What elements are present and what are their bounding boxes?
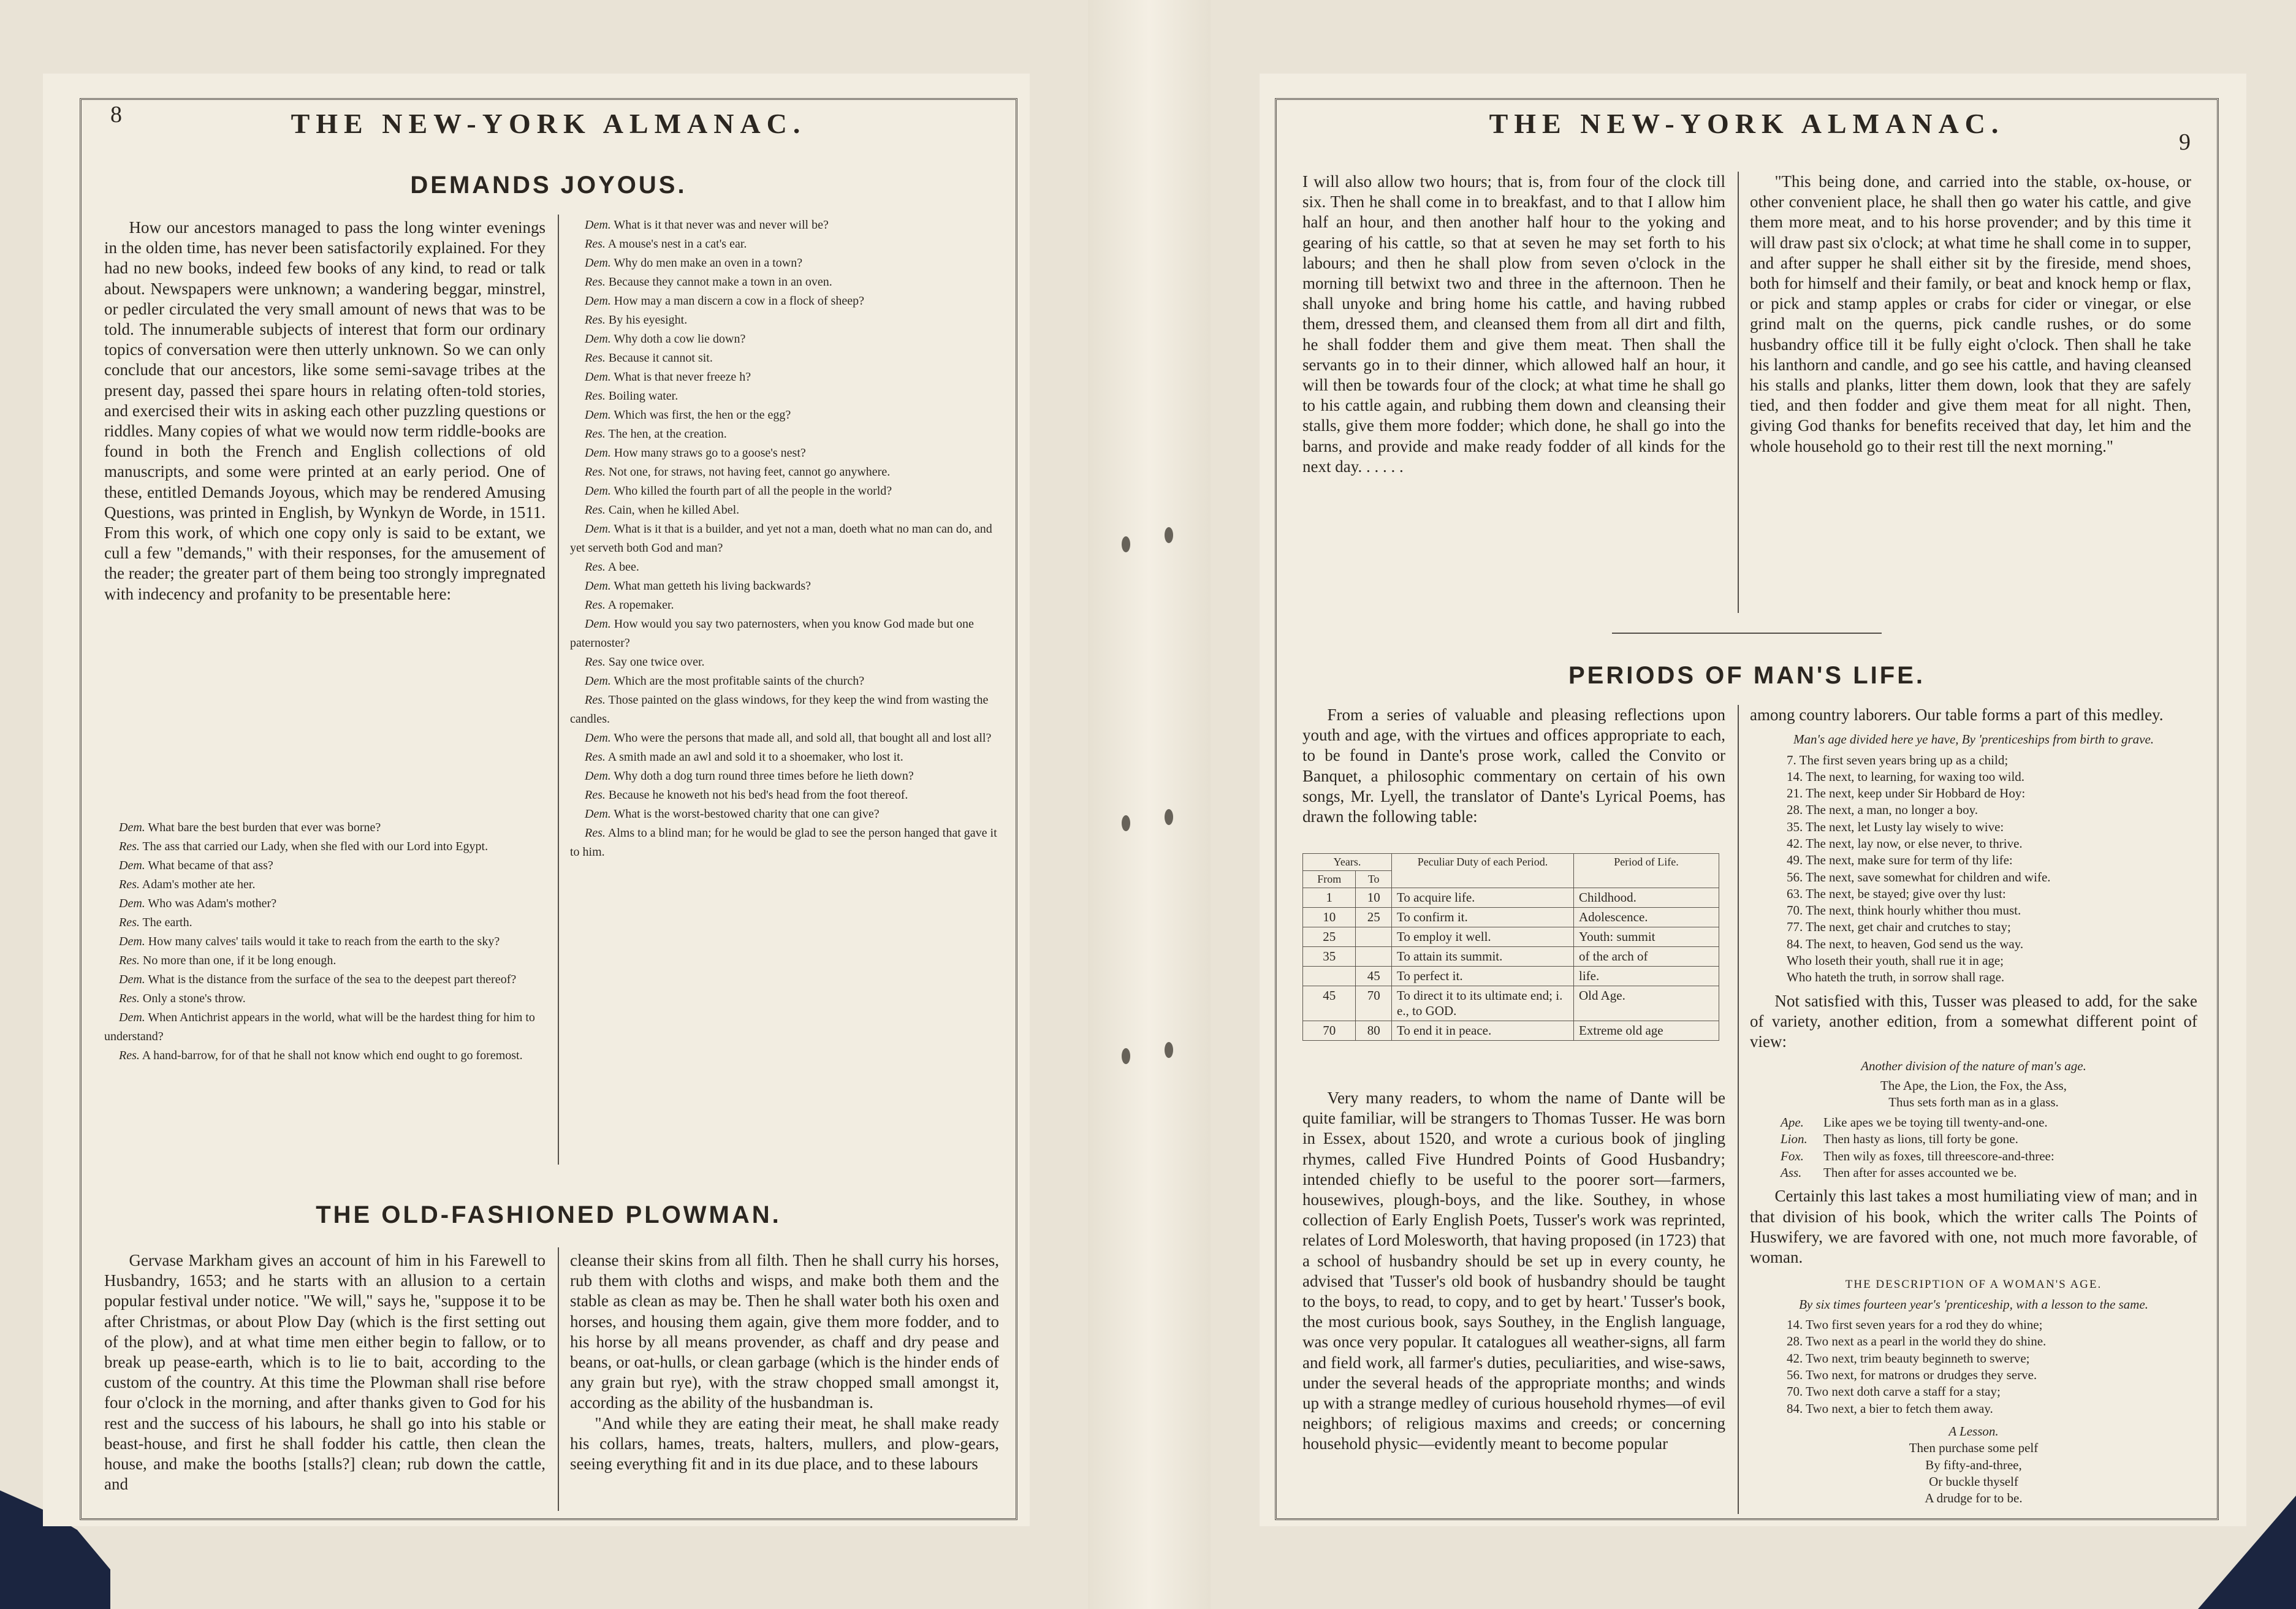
qa-entry [570,482,999,501]
qa-entry [570,349,999,368]
qa-label: Dem. [585,807,611,821]
woman-verses-list [1750,1317,2197,1417]
plowman-col1-text: Gervase Markham gives an account of him in his Farewell to Husbandry, 1653; and he starts with an allusion to a certain popular festival under notice. "We will," says he, "suppose it to be after Christmas, or about Plow Day (which is the first setting out of the plow), and at what time men either begin to fallow, or to break up pease-earth, which is to lie to bait, according to the custom of the country. At this time the Plowman shall rise before four o'clock in the morning, and after thanks given to God for his rest and the success of his labours, he shall go into his stable or beast-house, and first he shall fodder his cattle, then clean the house, and make the booths [stalls?] clean; rub down the cattle, and [104,1251,545,1494]
stitch-hole [1165,1042,1173,1058]
header-duty: Peculiar Duty of each Period. [1392,854,1574,888]
woman-subtitle: By six times fourteen year's 'prenticeship, with a lesson to the same. [1799,1296,2148,1312]
verse-line: 77. The next, get chair and crutches to stay; [1787,919,2011,935]
qa-entry [570,786,999,805]
qa-text: Who were the persons that made all, and sold all, that bought all and lost all? [614,731,992,745]
lesson-title: A Lesson. [1948,1423,1999,1439]
verse-line: 28. The next, a man, no longer a boy. [1787,802,1979,818]
header-from: From [1303,871,1356,888]
cell-period: life. [1574,967,1719,986]
demands-title: DEMANDS JOYOUS. [410,172,687,199]
qa-label: Dem. [119,935,145,948]
periods-table [1302,853,1719,1041]
qa-label: Res. [585,598,606,612]
animal-label: Lion. [1781,1132,1808,1147]
qa-text: Alms to a blind man; for he would be glad to see the person hanged that gave it to him. [570,826,997,859]
qa-label: Dem. [585,769,611,783]
cell-to [1356,927,1392,947]
cell-from: 70 [1303,1021,1356,1041]
another-intro-1: The Ape, the Lion, the Fox, the Ass, [1880,1078,2067,1093]
gutter [1088,0,1211,1609]
qa-label: Dem. [585,370,611,384]
qa-entry [570,235,999,254]
qa-text: A hand-barrow, for of that he shall not know which end ought to go foremost. [142,1049,523,1062]
qa-text: A bee. [607,560,639,574]
demands-intro-text: How our ancestors managed to pass the long winter evenings in the olden time, has never been satisfactorily explained. For they had no new books, indeed few books of any kind, to read or talk about. Newspapers were unknown; a wandering beggar, minstrel, or pedler circulated the very small amount of news that was to be told. The innumerable subjects of interest that form our ordinary topics of conversation were then utterly unknown. So we can only conclude that our ancestors, like some semi-savage tribes at the present day, passed thei spare hours in relating often-told stories, and exercised their wits in asking each other puzzling questions or riddles. Many copies of what we would now term riddle-books are found in both the French and English collections of old manuscripts, and some were printed at an early period. One of these, entitled Demands Joyous, which may be rendered Amusing Questions, was printed in English, by Wynkyn de Worde, in 1511. From this work, of which one copy only is said to be extant, we cull a few "demands," with their responses, for the amusement of the reader; the greater part of them being too strongly impregnated with indecency and profanity to be presentable here: [104,218,545,603]
qa-label: Res. [119,840,140,853]
qa-text: What man getteth his living backwards? [614,579,811,593]
qa-text: Those painted on the glass windows, for they keep the wind from wasting the candles. [570,693,989,726]
qa-label: Dem. [585,408,611,422]
qa-text: Who was Adam's mother? [148,897,277,910]
qa-text: The earth. [142,916,192,929]
page-number: 9 [2179,129,2191,155]
col2-intro-text: among country laborers. Our table forms a part of this medley. [1750,706,2164,724]
table-row [1303,908,1719,927]
cell-period: Adolescence. [1574,908,1719,927]
qa-text: How may a man discern a cow in a flock of sheep? [614,294,864,308]
verse-line: 21. The next, keep under Sir Hobbard de Hoy: [1787,786,2026,801]
column-rule [1738,172,1739,613]
qa-label: Res. [585,560,606,574]
cell-duty: To confirm it. [1392,908,1574,927]
qa-text: How many calves' tails would it take to reach from the earth to the sky? [148,935,500,948]
qa-text: What became of that ass? [148,859,273,872]
cell-duty: To direct it to its ultimate end; i. e., to GOD. [1392,986,1574,1021]
qa-label: Dem. [119,859,145,872]
plowman-col2a-text: cleanse their skins from all filth. Then he shall curry his horses, rub them with cloths and wisps, and make both them and the stable as clean as may be. Then he shall water both his oxen and horses, and housing them again, give them more fodder, and to his horse by all means provender, as chaff and dry pease and beans, or oat-hulls, or clean garbage (which is the hinder ends of any grain but rye), with the straw chopped small amongst it, according as the ability of the husbandman is. [570,1251,999,1412]
cell-from: 10 [1303,908,1356,927]
table-row [1303,927,1719,947]
qa-text: A mouse's nest in a cat's ear. [607,237,747,251]
qa-text: Who killed the fourth part of all the people in the world? [614,484,892,498]
verse-line: 7. The first seven years bring up as a child; [1787,752,2009,767]
verse-line: 49. The next, make sure for term of thy life: [1787,853,2013,868]
animal-label: Ape. [1781,1115,1804,1130]
qa-text: Adam's mother ate her. [142,878,256,891]
qa-label: Res. [119,954,140,967]
qa-label: Dem. [119,821,145,834]
qa-entry [570,406,999,425]
lesson-line: Then purchase some pelf [1909,1440,2039,1456]
qa-entry [570,615,999,653]
header-period: Period of Life. [1574,854,1719,888]
qa-entry [570,444,999,463]
qa-entry [570,748,999,767]
header-years: Years. [1303,854,1392,871]
table-row [1303,888,1719,908]
verse-line: 63. The next, be stayed; give over thy lust: [1787,886,2006,901]
verse-line: 70. The next, think hourly whither thou must. [1787,903,2021,918]
qa-text: What is it that never was and never will be? [614,218,829,232]
column-rule [558,1247,559,1511]
plowman-cont-col2-text: "This being done, and carried into the stable, ox-house, or other convenient place, he shall then go water his cattle, and give them more meat, and to his horse provender; and by this time it will draw past six o'clock; at what time he shall come in to supper, and after supper he shall either sit by the fireside, mend shoes, both for himself and their family, or beat and knock hemp or flax, or pick and stamp apples or crabs for cider or vinegar, or else grind malt on the querns, pick candle rushes, or do some husbandry office till it be fully eight o'clock. Then shall he take his lanthorn and candle, and go see his cattle, and having cleansed his stalls and planks, litter them down, look that they are safely tied, and then fodder and give them meat for all night. Then, giving God thanks for benefits received that day, let him and the whole household go to their rest till the next morning." [1750,172,2191,455]
qa-entry [104,894,545,913]
qa-entry [570,596,999,615]
animal-text: Then hasty as lions, till forty be gone. [1823,1132,2018,1147]
table-row [1303,947,1719,967]
qa-entry [570,330,999,349]
tusser-text [1302,1088,1725,1517]
qa-text: What is that never freeze h? [614,370,751,384]
table-row [1303,1021,1719,1041]
lesson-lines [1750,1440,2197,1507]
demands-intro [104,218,545,812]
qa-entry [570,691,999,729]
animal-line [1781,1148,2197,1165]
qa-label: Dem. [585,522,611,536]
qa-label: Res. [119,992,140,1005]
qa-label: Res. [119,1049,140,1062]
verse-line: 42. The next, lay now, or else never, to thrive. [1787,835,2023,851]
woman-verse-line: 42. Two next, trim beauty beginneth to swerve; [1787,1350,2030,1366]
animal-text: Like apes we be toying till twenty-and-one. [1823,1115,2048,1130]
qa-label: Dem. [585,579,611,593]
cell-to: 45 [1356,967,1392,986]
qa-label: Res. [585,351,606,365]
cell-period: Youth: summit [1574,927,1719,947]
qa-label: Dem. [585,218,611,232]
qa-entry [104,856,545,875]
qa-entry [104,932,545,951]
plowman-col2 [570,1250,999,1508]
certainly [1750,1186,2197,1268]
qa-entry [570,520,999,558]
qa-text: Not one, for straws, not having feet, cannot go anywhere. [608,465,891,479]
qa-label: Dem. [585,446,611,460]
cell-from: 45 [1303,986,1356,1021]
qa-entry [570,672,999,691]
verse-title: Man's age divided here ye have, By 'prenticeships from birth to grave. [1793,732,2154,747]
woman-verse-line: 84. Two next, a bier to fetch them away. [1787,1401,1993,1416]
another-title: Another division of the nature of man's age. [1861,1059,2086,1074]
cell-to: 80 [1356,1021,1392,1041]
cell-duty: To employ it well. [1392,927,1574,947]
cell-to: 10 [1356,888,1392,908]
cell-period: Childhood. [1574,888,1719,908]
qa-label: Dem. [585,617,611,631]
running-head: THE NEW-YORK ALMANAC. [1489,108,2005,139]
table-header-row [1303,854,1719,871]
woman-title: THE DESCRIPTION OF A WOMAN'S AGE. [1845,1278,2102,1291]
qa-entry [104,989,545,1008]
qa-text: Why do men make an oven in a town? [614,256,803,270]
plowman-col1 [104,1250,545,1508]
cell-period: Extreme old age [1574,1021,1719,1041]
qa-text: What is it that is a builder, and yet not a man, doeth what no man can do, and yet serveth both God and man? [570,522,992,555]
animal-line [1781,1114,2197,1131]
stitch-hole [1122,536,1130,552]
demands-qa-right [570,216,999,1172]
cell-from: 1 [1303,888,1356,908]
qa-label: Res. [585,788,606,802]
qa-label: Dem. [585,256,611,270]
cell-from: 25 [1303,927,1356,947]
woman-verse-line: 28. Two next as a pearl in the world they do shine. [1787,1334,2047,1349]
qa-text: Why doth a dog turn round three times before he lieth down? [614,769,914,783]
qa-entry [104,818,545,837]
cell-from [1303,967,1356,986]
plowman-title: THE OLD-FASHIONED PLOWMAN. [316,1201,781,1228]
woman-verse-line: 70. Two next doth carve a staff for a stay; [1787,1384,2001,1399]
verse-line: 84. The next, to heaven, God send us the way. [1787,936,2024,951]
qa-label: Res. [585,693,606,707]
col2-intro [1750,705,2197,725]
another-intro-2: Thus sets forth man as in a glass. [1888,1094,2059,1109]
qa-entry [570,216,999,235]
qa-entry [570,558,999,577]
qa-label: Dem. [585,332,611,346]
stitch-hole [1122,815,1130,831]
qa-text: How many straws go to a goose's nest? [614,446,806,460]
verse-line: 35. The next, let Lusty lay wisely to wive: [1787,819,2004,834]
qa-text: How would you say two paternosters, when you know God made but one paternoster? [570,617,974,650]
animal-text: Then wily as foxes, till threescore-and-three: [1823,1148,2055,1163]
qa-text: Why doth a cow lie down? [614,332,746,346]
plowman-col2b-text: "And while they are eating their meat, he shall make ready his collars, hames, treats, halters, mullers, and plow-gears, seeing everything fit and in its due place, and to these labours [570,1413,999,1474]
qa-label: Dem. [119,1011,145,1024]
qa-text: A smith made an awl and sold it to a shoemaker, who lost it. [607,750,903,764]
stitch-hole [1165,527,1173,543]
plowman-cont-col1-text: I will also allow two hours; that is, from four of the clock till six. Then he shall come in to breakfast, and to that I allow him half an hour, and then another half hour to the yoking and gearing of his cattle, so that at seven he may set forth to his labours; and then he shall plow from seven o'clock in the morning till betwixt two and three in the afternoon. Then he shall unyoke and bring home his cattle, and having rubbed them, dressed them, and cleansed them from all dirt and filth, he shall fodder them and give them meat. Then shall the servants go in to their dinner, which allowed half an hour, it will then be towards four of the clock; at what time he shall go to his cattle again, and rubbing them down and cleansing their stalls, give them more fodder; which done, he shall go into the barns, and provide and make ready fodder of all kinds for the next day. . . . . . [1302,172,1725,476]
qa-label: Res. [119,916,140,929]
cell-to: 25 [1356,908,1392,927]
lesson-line: By fifty-and-three, [1925,1457,2022,1472]
qa-text: A ropemaker. [607,598,674,612]
qa-entry [104,875,545,894]
qa-text: The ass that carried our Lady, when she fled with our Lord into Egypt. [142,840,488,853]
qa-text: Only a stone's throw. [142,992,246,1005]
verse-line: Who hateth the truth, in sorrow shall rage. [1787,970,2005,985]
qa-entry [570,501,999,520]
periods-intro [1302,705,1725,846]
cell-duty: To acquire life. [1392,888,1574,908]
cell-to [1356,947,1392,967]
cell-from: 35 [1303,947,1356,967]
qa-label: Res. [585,750,606,764]
cell-duty: To end it in peace. [1392,1021,1574,1041]
qa-entry [570,425,999,444]
verse-line: Who loseth their youth, shall rue it in age; [1787,953,2004,968]
lesson-line: Or buckle thyself [1929,1474,2018,1489]
qa-label: Dem. [585,674,611,688]
demands-qa-left [104,818,545,1168]
qa-text: Because it cannot sit. [608,351,713,365]
qa-text: When Antichrist appears in the world, what will be the hardest thing for him to understand? [104,1011,535,1043]
qa-text: The hen, at the creation. [608,427,727,441]
qa-entry [570,463,999,482]
qa-entry [570,767,999,786]
qa-text: Say one twice over. [608,655,705,669]
column-rule [1738,705,1739,1514]
qa-entry [570,577,999,596]
qa-label: Res. [585,427,606,441]
running-head: THE NEW-YORK ALMANAC. [291,108,807,139]
qa-label: Res. [585,237,606,251]
qa-entry [104,970,545,989]
qa-label: Dem. [585,484,611,498]
qa-entry [104,951,545,970]
cell-duty: To attain its summit. [1392,947,1574,967]
qa-text: What is the worst-bestowed charity that one can give? [614,807,880,821]
qa-entry [104,837,545,856]
qa-label: Res. [119,878,140,891]
qa-label: Dem. [119,897,145,910]
qa-entry [104,1046,545,1065]
cell-duty: To perfect it. [1392,967,1574,986]
right-page [1260,74,2246,1526]
periods-title: PERIODS OF MAN'S LIFE. [1568,662,1925,689]
qa-label: Res. [585,465,606,479]
periods-intro-text: From a series of valuable and pleasing reflections upon youth and age, with the virtues and offices appropriate to each, to be found in Dante's prose work, called the Convito or Banquet, a philosophic commentary on certain of his own songs, Mr. Lyell, the translator of Dante's Lyrical Poems, has drawn the following table: [1302,706,1725,826]
qa-entry [570,653,999,672]
verse-line: 14. The next, to learning, for waxing too wild. [1787,769,2025,784]
left-page [43,74,1030,1526]
qa-text: Because they cannot make a town in an oven. [608,275,832,289]
qa-label: Res. [585,313,606,327]
woman-verse-line: 14. Two first seven years for a rod they do whine; [1787,1317,2043,1333]
woman-verse-line: 56. Two next, for matrons or drudges they serve. [1787,1367,2037,1383]
qa-label: Res. [585,275,606,289]
qa-label: Res. [585,503,606,517]
qa-label: Dem. [119,973,145,986]
section-rule [1612,633,1882,634]
page-number: 8 [110,102,122,127]
qa-label: Res. [585,655,606,669]
qa-text: By his eyesight. [608,313,688,327]
periods-right-column [1750,705,2197,1514]
qa-label: Res. [585,389,606,403]
lesson-line: A drudge for to be. [1925,1491,2023,1506]
qa-entry [570,729,999,748]
verse-line: 56. The next, save somewhat for children and wife. [1787,869,2051,884]
table-row [1303,986,1719,1021]
qa-entry [570,387,999,406]
animal-label: Fox. [1781,1148,1804,1163]
animal-text: Then after for asses accounted we be. [1823,1165,2017,1181]
qa-label: Dem. [585,731,611,745]
qa-text: Which are the most profitable saints of the church? [614,674,865,688]
animal-line [1781,1165,2197,1181]
cell-period: of the arch of [1574,947,1719,967]
qa-entry [570,824,999,862]
qa-text: Because he knoweth not his bed's head from the foot thereof. [608,788,908,802]
qa-text: What bare the best burden that ever was borne? [148,821,381,834]
plowman-cont-col2 [1750,172,2191,625]
cell-to: 70 [1356,986,1392,1021]
qa-entry [570,292,999,311]
animals-list [1750,1114,2197,1181]
qa-entry [104,1008,545,1046]
qa-entry [570,254,999,273]
cell-period: Old Age. [1574,986,1719,1021]
qa-text: Which was first, the hen or the egg? [614,408,791,422]
stitch-hole [1122,1048,1130,1064]
qa-label: Res. [585,826,606,840]
qa-entry [570,368,999,387]
qa-entry [570,273,999,292]
qa-text: Boiling water. [608,389,679,403]
stitch-hole [1165,809,1173,825]
animal-label: Ass. [1781,1165,1802,1181]
qa-text: What is the distance from the surface of the sea to the deepest part thereof? [148,973,517,986]
certainly-text: Certainly this last takes a most humiliating view of man; and in that division of his book, which the writer calls The Points of Huswifery, we are favored with one, not much more favorable, of woman. [1750,1187,2197,1266]
plowman-cont-col1 [1302,172,1725,625]
verses-list [1750,752,2197,986]
not-satisfied-text: Not satisfied with this, Tusser was pleased to add, for the sake of variety, another edition, from a somewhat different point of view: [1750,991,2197,1051]
qa-entry [570,805,999,824]
tusser-text-body: Very many readers, to whom the name of Dante will be quite familiar, will be strangers to Thomas Tusser. He was born in Essex, about 1520, and wrote a curious book of jingling rhymes, called Five Hundred Points of Good Husbandry; intended chiefly to be useful to the poorer sort—farmers, housewives, plough-boys, and the like. Southey, in whose collection of Early English Poets, Tusser's work was reprinted, relates of Lord Molesworth, that having proposed (in 1723) that a school of husbandry should be set up in every county, he advised that 'Tusser's old book of husbandry should be taught to the boys, to read, to copy, and to get by heart.' Tusser's book, the most curious book, says Southey, in the English language, was once very popular. It catalogues all weather-signs, all farm and field work, all farmer's duties, peculiarities, and wise-saws, under the several heads of the appropriate months; and winds up with a strange medley of curious household rhymes—of evil neighbors; of religious maxims and creeds; or concerning household physic—evidently meant to become popular [1302,1089,1725,1453]
qa-entry [570,311,999,330]
qa-entry [104,913,545,932]
column-rule [558,215,559,1165]
table-row [1303,967,1719,986]
qa-text: Cain, when he killed Abel. [608,503,740,517]
header-to: To [1356,871,1392,888]
animal-line [1781,1131,2197,1147]
qa-text: No more than one, if it be long enough. [142,954,336,967]
not-satisfied [1750,991,2197,1052]
qa-label: Dem. [585,294,611,308]
